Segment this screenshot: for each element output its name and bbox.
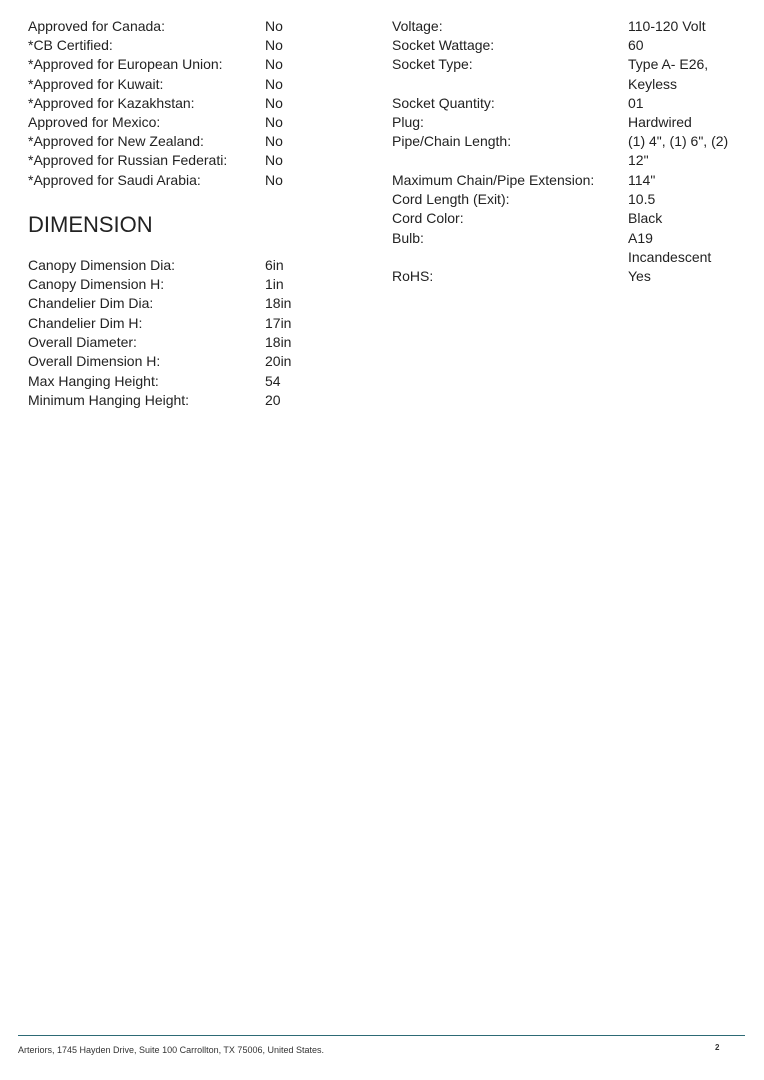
pipe-chain-length-label: Pipe/Chain Length: — [392, 133, 512, 149]
approval-label: *Approved for Kuwait: — [28, 76, 164, 92]
approval-value: No — [265, 37, 283, 53]
dimension-label: Chandelier Dim Dia: — [28, 295, 154, 311]
voltage-label: Voltage: — [392, 18, 443, 34]
dimension-value: 18in — [265, 295, 292, 311]
dimension-value: 54 — [265, 373, 281, 389]
approval-value: No — [265, 172, 283, 188]
bulb-value-continued: Incandescent — [628, 249, 712, 265]
dimension-value: 17in — [265, 315, 292, 331]
approval-label: *Approved for Saudi Arabia: — [28, 172, 201, 188]
bulb-label: Bulb: — [392, 230, 424, 246]
dimension-label: Minimum Hanging Height: — [28, 392, 190, 408]
cord-color-value: Black — [628, 210, 663, 226]
dimension-label: Max Hanging Height: — [28, 373, 159, 389]
socket-type-value: Type A- E26, — [628, 56, 709, 72]
plug-label: Plug: — [392, 114, 424, 130]
dimension-value: 18in — [265, 334, 292, 350]
socket-quantity-value: 01 — [628, 95, 644, 111]
approval-value: No — [265, 56, 283, 72]
approval-value: No — [265, 114, 283, 130]
approval-value: No — [265, 133, 283, 149]
dimension-value: 20in — [265, 353, 292, 369]
socket-type-value-continued: Keyless — [628, 76, 678, 92]
dimension-label: Canopy Dimension H: — [28, 276, 165, 292]
dimension-value: 6in — [265, 257, 284, 273]
socket-wattage-label: Socket Wattage: — [392, 37, 495, 53]
section-heading-dimension: DIMENSION — [28, 212, 153, 237]
max-extension-label: Maximum Chain/Pipe Extension: — [392, 172, 595, 188]
approval-label: *Approved for European Union: — [28, 56, 223, 72]
approval-label: *CB Certified: — [28, 37, 113, 53]
socket-quantity-label: Socket Quantity: — [392, 95, 495, 111]
rohs-value: Yes — [628, 268, 651, 284]
pipe-chain-length-value: (1) 4", (1) 6", (2) — [628, 133, 729, 149]
dimension-label: Chandelier Dim H: — [28, 315, 143, 331]
approval-label: *Approved for Kazakhstan: — [28, 95, 195, 111]
dimension-label: Canopy Dimension Dia: — [28, 257, 176, 273]
approval-label: Approved for Mexico: — [28, 114, 161, 130]
socket-wattage-value: 60 — [628, 37, 644, 53]
pipe-chain-length-value-continued: 12" — [628, 152, 649, 168]
approval-label: *Approved for Russian Federati: — [28, 152, 228, 168]
max-extension-value: 114" — [628, 172, 656, 188]
cord-length-value: 10.5 — [628, 191, 656, 207]
page-number: 2 — [715, 1043, 720, 1052]
cord-length-label: Cord Length (Exit): — [392, 191, 510, 207]
bulb-value: A19 — [628, 230, 653, 246]
footer-address: Arteriors, 1745 Hayden Drive, Suite 100 Carrollton, TX 75006, United States. — [18, 1045, 324, 1055]
dimension-label: Overall Dimension H: — [28, 353, 161, 369]
dimension-label: Overall Diameter: — [28, 334, 137, 350]
cord-color-label: Cord Color: — [392, 210, 464, 226]
dimension-value: 20 — [265, 392, 281, 408]
socket-type-label: Socket Type: — [392, 56, 473, 72]
footer-divider — [18, 1035, 745, 1036]
approval-label: *Approved for New Zealand: — [28, 133, 204, 149]
approval-value: No — [265, 95, 283, 111]
voltage-value: 110-120 Volt — [628, 18, 706, 34]
approval-label: Approved for Canada: — [28, 18, 165, 34]
plug-value: Hardwired — [628, 114, 692, 130]
approval-value: No — [265, 152, 283, 168]
approval-value: No — [265, 18, 283, 34]
rohs-label: RoHS: — [392, 268, 434, 284]
dimension-value: 1in — [265, 276, 284, 292]
approval-value: No — [265, 76, 283, 92]
